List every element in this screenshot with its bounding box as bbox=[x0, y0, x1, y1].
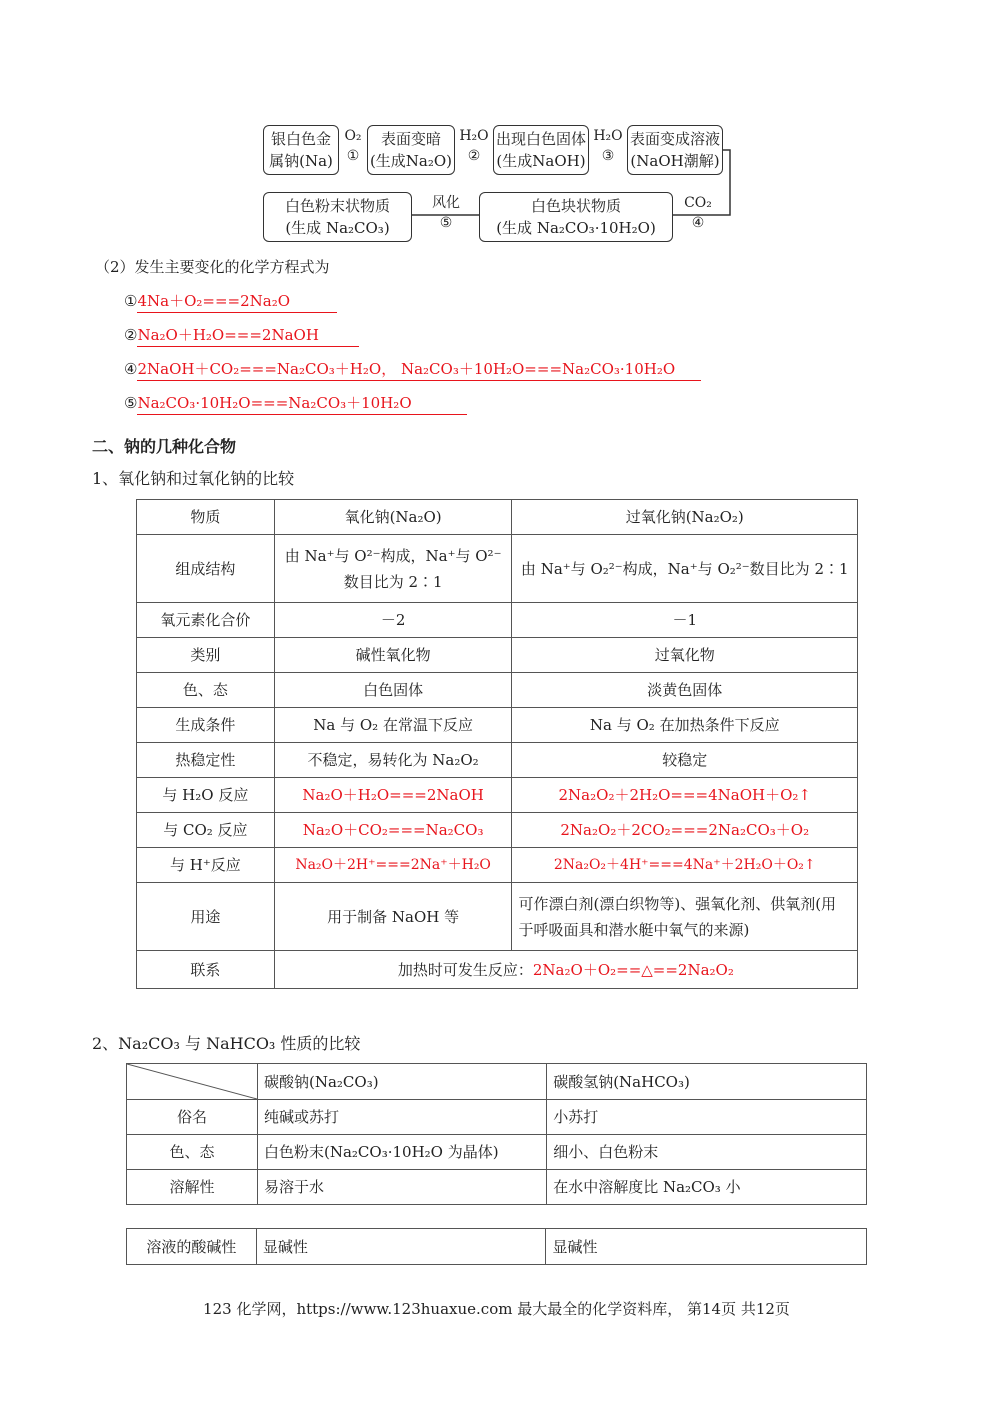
flow-arrow-label bbox=[678, 193, 718, 233]
subsection-title: 1、氧化钠和过氧化钠的比较 bbox=[92, 469, 295, 488]
cell-na2o: 不稳定，易转化为 Na₂O₂ bbox=[274, 743, 512, 778]
arrow-reagent: H₂O bbox=[593, 128, 623, 144]
cell-na2o2: 2Na₂O₂＋2H₂O===4NaOH＋O₂↑ bbox=[512, 778, 858, 813]
cell-nahco3: 在水中溶解度比 Na₂CO₃ 小 bbox=[547, 1170, 867, 1205]
row-label: 溶液的酸碱性 bbox=[127, 1229, 257, 1265]
cell-na2co3: 显碱性 bbox=[256, 1229, 546, 1265]
row-label: 组成结构 bbox=[137, 535, 275, 603]
cell-na2o: －2 bbox=[274, 603, 512, 638]
oxide-comparison-table bbox=[136, 499, 858, 989]
flow-box-line: (生成Na₂O) bbox=[369, 152, 453, 170]
row-label: 热稳定性 bbox=[137, 743, 275, 778]
arrow-step: ④ bbox=[691, 215, 705, 231]
link-cell bbox=[274, 951, 857, 989]
table-row bbox=[137, 638, 858, 673]
table-row bbox=[137, 743, 858, 778]
link-text: 加热时可发生反应： bbox=[397, 960, 533, 979]
equation-text: 2NaOH＋CO₂===Na₂CO₃＋H₂O， Na₂CO₃＋10H₂O===Na₂CO₃·10H₂O bbox=[137, 358, 701, 381]
table-row bbox=[137, 778, 858, 813]
flow-box-powder bbox=[263, 192, 412, 242]
flow-box-line: 银白色金 bbox=[270, 130, 331, 148]
table-header-row bbox=[127, 1064, 867, 1100]
arrow-step: ② bbox=[467, 148, 481, 164]
row-label: 溶解性 bbox=[127, 1170, 258, 1205]
carbonate-comparison-table bbox=[126, 1063, 867, 1205]
equation-text: Na₂O＋H₂O===2NaOH bbox=[137, 324, 359, 347]
cell-na2o: Na 与 O₂ 在常温下反应 bbox=[274, 708, 512, 743]
header-cell: 过氧化钠(Na₂O₂) bbox=[512, 500, 858, 535]
equation-text: Na₂CO₃·10H₂O===Na₂CO₃＋10H₂O bbox=[137, 392, 467, 415]
equations-intro: （2）发生主要变化的化学方程式为 bbox=[95, 258, 330, 276]
cell-na2co3: 纯碱或苏打 bbox=[258, 1100, 547, 1135]
arrow-step: ⑤ bbox=[439, 215, 453, 231]
flow-box-line: 白色块状物质 bbox=[530, 197, 621, 215]
flow-box-line: 出现白色固体 bbox=[495, 130, 586, 148]
flow-box-line: (生成 Na₂CO₃·10H₂O) bbox=[496, 219, 656, 237]
page-footer: 123 化学网，https://www.123huaxue.com 最大最全的化学资料库， 第14页 共12页 bbox=[203, 1300, 790, 1318]
header-cell: 氧化钠(Na₂O) bbox=[274, 500, 512, 535]
cell-nahco3: 细小、白色粉末 bbox=[547, 1135, 867, 1170]
equation-number: ④ bbox=[124, 360, 138, 378]
row-label: 生成条件 bbox=[137, 708, 275, 743]
cell-na2o: 碱性氧化物 bbox=[274, 638, 512, 673]
equation-text: 4Na＋O₂===2Na₂O bbox=[137, 290, 337, 313]
diagonal-header-cell bbox=[127, 1064, 258, 1100]
subsection-title: 2、Na₂CO₃ 与 NaHCO₃ 性质的比较 bbox=[92, 1034, 361, 1053]
cell-na2co3: 白色粉末(Na₂CO₃·10H₂O 为晶体) bbox=[258, 1135, 547, 1170]
cell-na2o: Na₂O＋H₂O===2NaOH bbox=[274, 778, 512, 813]
flow-box-line: 表面变暗 bbox=[380, 130, 441, 148]
cell-nahco3: 小苏打 bbox=[547, 1100, 867, 1135]
cell-na2o2: 较稳定 bbox=[512, 743, 858, 778]
flow-box-crystal bbox=[479, 192, 673, 242]
diagonal-line bbox=[127, 1064, 257, 1099]
cell-na2o2: 过氧化物 bbox=[512, 638, 858, 673]
row-label: 俗名 bbox=[127, 1100, 258, 1135]
equation-number: ⑤ bbox=[124, 394, 138, 412]
row-label: 与 H₂O 反应 bbox=[137, 778, 275, 813]
flow-box-line: 白色粉末状物质 bbox=[284, 197, 390, 215]
table-row bbox=[137, 951, 858, 989]
cell-na2o2: 2Na₂O₂＋2CO₂===2Na₂CO₃＋O₂ bbox=[512, 813, 858, 848]
equation-5 bbox=[124, 392, 467, 414]
equation-1 bbox=[124, 290, 337, 312]
row-label: 与 CO₂ 反应 bbox=[137, 813, 275, 848]
row-label: 用途 bbox=[137, 883, 275, 951]
flow-box-line: (生成 Na₂CO₃) bbox=[285, 219, 390, 237]
table-row bbox=[137, 673, 858, 708]
arrow-step: ① bbox=[346, 148, 360, 164]
flow-box-line: (NaOH潮解) bbox=[630, 152, 720, 170]
section-title: 二、钠的几种化合物 bbox=[92, 437, 237, 456]
header-cell: 碳酸氢钠(NaHCO₃) bbox=[547, 1064, 867, 1100]
cell-na2o2: 淡黄色固体 bbox=[512, 673, 858, 708]
table-row bbox=[137, 708, 858, 743]
cell-na2o2: 由 Na⁺与 O₂²⁻构成，Na⁺与 O₂²⁻数目比为 2∶1 bbox=[512, 535, 858, 603]
cell-na2o2: 可作漂白剂(漂白织物等)、强氧化剂、供氧剂(用于呼吸面具和潜水艇中氧气的来源) bbox=[512, 883, 858, 951]
table-row bbox=[127, 1229, 867, 1265]
equation-4 bbox=[124, 358, 701, 380]
row-label: 氧元素化合价 bbox=[137, 603, 275, 638]
equation-number: ① bbox=[124, 292, 138, 310]
table-row bbox=[137, 813, 858, 848]
table-header-row bbox=[137, 500, 858, 535]
arrow-reagent: 风化 bbox=[432, 195, 460, 211]
table-row bbox=[137, 535, 858, 603]
arrow-step: ③ bbox=[601, 148, 615, 164]
cell-na2o: 白色固体 bbox=[274, 673, 512, 708]
table-row bbox=[137, 848, 858, 883]
table-row bbox=[137, 603, 858, 638]
equation-number: ② bbox=[124, 326, 138, 344]
carbonate-comparison-table-continued bbox=[126, 1228, 867, 1265]
flow-arrow-label bbox=[416, 193, 476, 233]
cell-na2o2: －1 bbox=[512, 603, 858, 638]
link-equation: 2Na₂O＋O₂==△==2Na₂O₂ bbox=[532, 960, 734, 979]
cell-na2o: 用于制备 NaOH 等 bbox=[274, 883, 512, 951]
cell-na2o: 由 Na⁺与 O²⁻构成，Na⁺与 O²⁻ 数目比为 2∶1 bbox=[274, 535, 512, 603]
flow-box-line: 表面变成溶液 bbox=[629, 130, 720, 148]
equation-2 bbox=[124, 324, 359, 346]
row-label: 色、态 bbox=[127, 1135, 258, 1170]
row-label: 色、态 bbox=[137, 673, 275, 708]
header-cell: 物质 bbox=[137, 500, 275, 535]
cell-na2o2: Na 与 O₂ 在加热条件下反应 bbox=[512, 708, 858, 743]
table-row bbox=[137, 883, 858, 951]
arrow-reagent: H₂O bbox=[459, 128, 489, 144]
table-row bbox=[127, 1135, 867, 1170]
table-row bbox=[127, 1170, 867, 1205]
cell-nahco3: 显碱性 bbox=[546, 1229, 867, 1265]
cell-na2o: Na₂O＋2H⁺===2Na⁺＋H₂O bbox=[274, 848, 512, 883]
row-label: 与 H⁺反应 bbox=[137, 848, 275, 883]
flow-box-line: (生成NaOH) bbox=[496, 152, 586, 170]
cell-na2o: Na₂O＋CO₂===Na₂CO₃ bbox=[274, 813, 512, 848]
cell-na2o2: 2Na₂O₂＋4H⁺===4Na⁺＋2H₂O＋O₂↑ bbox=[512, 848, 858, 883]
arrow-reagent: CO₂ bbox=[684, 195, 712, 211]
cell-na2co3: 易溶于水 bbox=[258, 1170, 547, 1205]
row-label: 类别 bbox=[137, 638, 275, 673]
table-row bbox=[127, 1100, 867, 1135]
header-cell: 碳酸钠(Na₂CO₃) bbox=[258, 1064, 547, 1100]
row-label: 联系 bbox=[137, 951, 275, 989]
flow-box-line: 属钠(Na) bbox=[269, 152, 333, 170]
arrow-reagent: O₂ bbox=[344, 128, 362, 144]
